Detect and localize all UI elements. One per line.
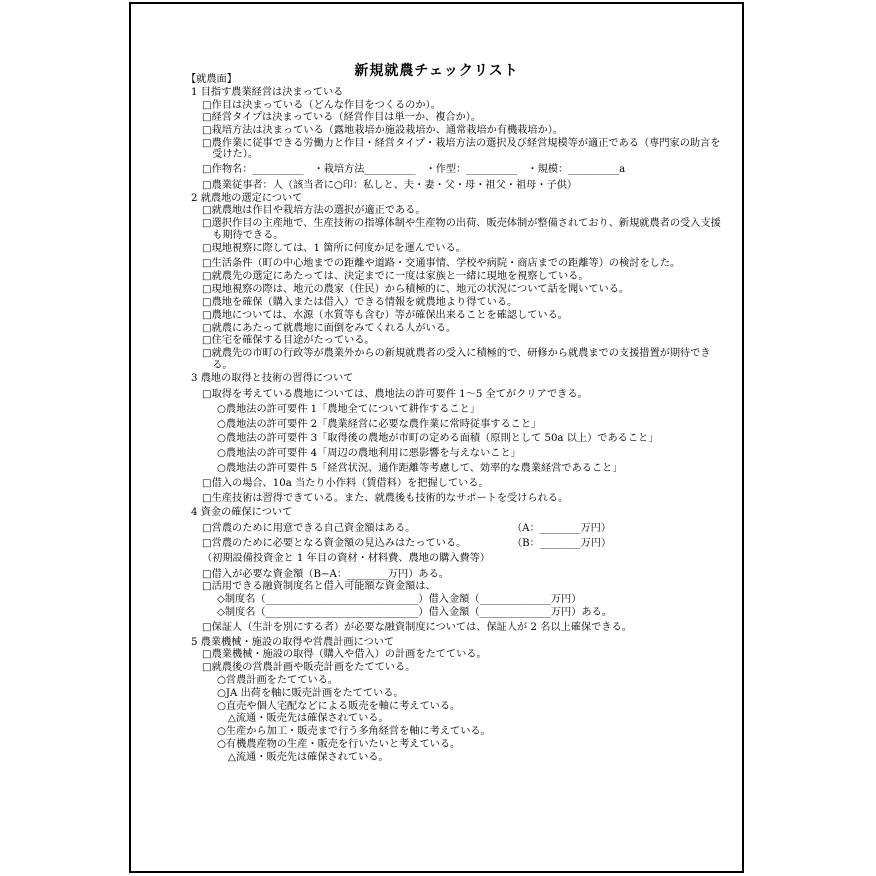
heading-5: 5 農業機械・施設の取得や営農計画について: [191, 636, 395, 648]
sub-item: ○農地法の許可要件 1「農地全てについて耕作すること」: [217, 403, 480, 415]
sub-item: ○農地法の許可要件 3「取得後の農地が市町の定める面積（原則として 50a 以上）であること」: [217, 433, 659, 445]
check-item: □取得を考えている農地については、農地法の許可要件 1〜5 全てがクリアできる。: [202, 389, 588, 401]
checklist-body: [186, 74, 726, 765]
loan-program-row: ◇制度名（______________________________）借入金額（______________万円）: [217, 594, 582, 606]
required-funds-label: □営農のために必要となる資金額の見込みはたっている。: [202, 538, 467, 550]
check-item: □就農にあたって就農地に面倒をみてくれる人がいる。: [202, 322, 457, 334]
heading-3: 3 農地の取得と技術の習得について: [191, 373, 354, 385]
check-item: □現地視察に際しては、1 箇所に何度か足を運んでいる。: [202, 243, 466, 255]
check-item: □就農先の市町の行政等が農業外からの新規就農者の受入に積極的で、研修から就農までの支援措置が期待できる。: [202, 348, 711, 371]
sub-sub-item: △流通・販売先は確保されている。: [228, 713, 389, 725]
sub-sub-item: △流通・販売先は確保されている。: [228, 751, 389, 763]
heading-4: 4 資金の確保について: [191, 507, 293, 519]
check-item: □現地視察の際は、地元の農家（住民）から積極的に、地元の状況について話を聞いている。: [202, 284, 630, 296]
check-item: □農作業に従事できる労働力と作目・経営タイプ・栽培方法の選択及び経営規模等が適正である（専門家の助言を受けた）。: [202, 137, 721, 161]
sub-item: ○生産から加工・販売まで行う多角経営を軸に考えている。: [217, 726, 491, 738]
check-item: □生産技術は習得できている。また、就農後も技術的なサポートを受けられる。: [202, 492, 569, 504]
check-item: □選択作目の主産地で、生産技術の指導体制や生産物の出荷、販売体制が整備されており、新規就農者の受入支援も期待できる。: [202, 218, 721, 241]
sub-item: ○農地法の許可要件 5「経営状況、通作距離等考慮して、効率的な農業経営であること」: [217, 463, 623, 475]
check-item: □保証人（生計を別にする者）が必要な融資制度については、保証人が 2 名以上確保できる。: [202, 621, 632, 633]
check-item: □農地を確保（購入または借入）できる情報を就農地より得ている。: [202, 297, 518, 309]
sub-item: ○農地法の許可要件 2「農業経営に必要な農作業に常時従事すること」: [217, 418, 542, 430]
heading-2: 2 就農地の選定について: [191, 192, 303, 204]
required-funds-amount: （B：________万円）: [512, 538, 612, 550]
check-item: □農業機械・施設の取得（購入や借入）の計画をたてている。: [202, 649, 487, 661]
loan-program-row: ◇制度名（______________________________）借入金額（______________万円）ある。: [217, 607, 612, 618]
check-item: □栽培方法は決まっている（露地栽培か施設栽培か、通常栽培か有機栽培か）。: [202, 125, 564, 137]
check-item: □就農地は作目や栽培方法の選択が適正である。: [202, 205, 426, 217]
note: （初期設備投資金と 1 年目の資材・材料費、農地の購入費等）: [202, 552, 491, 564]
check-item: □借入の場合、10a 当たり小作料（賃借料）を把握している。: [202, 477, 489, 489]
sub-item: ○JA 出荷を軸に販売計画をたてている。: [217, 687, 404, 699]
heading-1: 1 目指す農業経営は決まっている: [191, 86, 344, 98]
section-heading: 【就農面】: [186, 74, 237, 85]
check-item: □活用できる融資制度名と借入可能額な資金額は、: [202, 581, 436, 593]
check-item: □住宅を確保する目途がたっている。: [202, 335, 375, 347]
document-page: [129, 2, 744, 873]
check-item: □経営タイプは決まっている（経営作目は単一か、複合か）。: [202, 112, 482, 124]
check-item: □就農先の選定にあたっては、決定までに一度は家族と一緒に現地を視察している。: [202, 271, 589, 283]
check-item-own-funds: [202, 523, 726, 536]
check-item: □就農後の営農計画や販売計画をたてている。: [202, 662, 416, 674]
sub-item: ○有機農産物の生産・販売を行いたいと考えている。: [217, 738, 461, 750]
check-item-required-funds: [202, 538, 726, 551]
check-item: □農地については、水源（水質等も含む）等が確保出来ることを確認している。: [202, 309, 568, 321]
sub-item: ○農地法の許可要件 4「周辺の農地利用に悪影響を与えないこと」: [217, 448, 521, 460]
check-item: □借入が必要な資金額（B−A：________万円）ある。: [202, 568, 449, 580]
own-funds-label: □営農のために用意できる自己資金額はある。: [202, 523, 416, 535]
document-title: 新規就農チェックリスト: [354, 63, 519, 79]
own-funds-amount: （A：________万円）: [512, 523, 612, 535]
sub-item: ○営農計画をたてている。: [217, 674, 338, 686]
check-item: □農業従事者：人（該当者に○印：私しと、夫・妻・父・母・祖父・祖母・子供）: [202, 179, 578, 191]
sub-item: ○直売や個人宅配などによる販売を軸に考えている。: [217, 700, 461, 712]
check-item: □生活条件（町の中心地までの距離や道路・交通事情、学校や病院・商店までの距離等）の検討をした。: [202, 257, 681, 269]
check-item: □作目は決まっている（どんな作目をつくるのか）。: [202, 99, 441, 111]
check-item-crop-fields: □作物名：__________ ・栽培方法__________ ・作型：__________ ・規模：__________a: [202, 163, 626, 175]
